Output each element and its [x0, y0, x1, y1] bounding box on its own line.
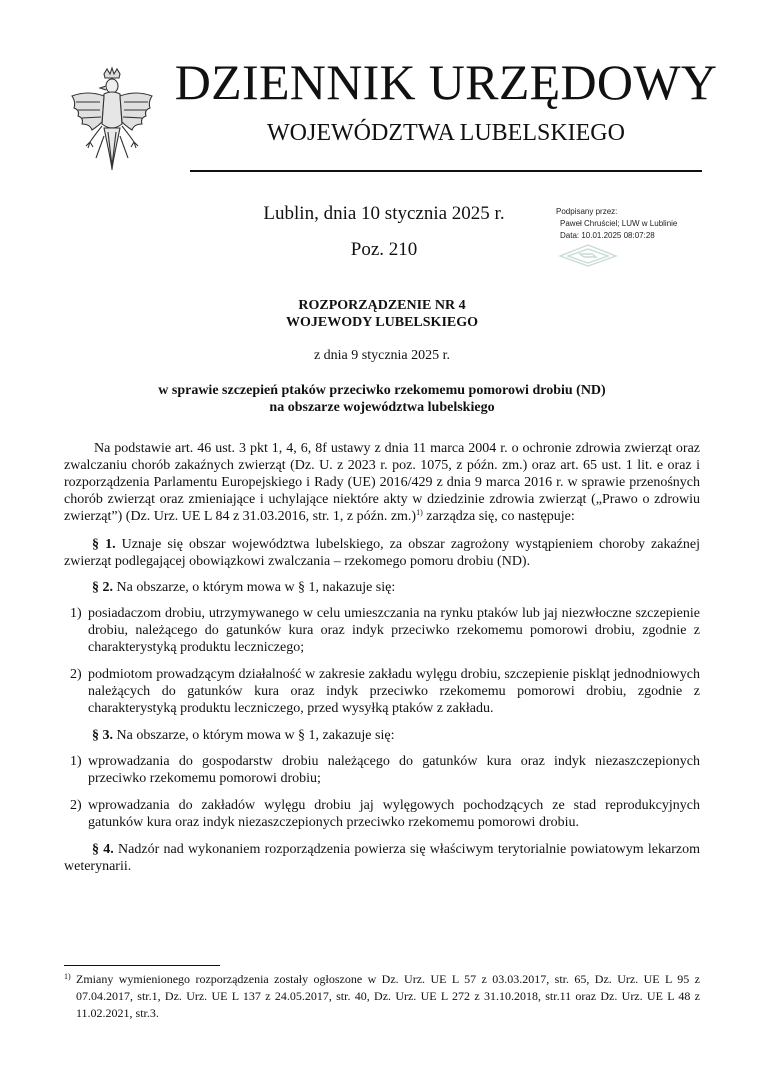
polish-eagle-emblem-icon — [66, 66, 158, 174]
section-4 — [64, 841, 700, 875]
preamble-end: zarządza się, co następuje: — [422, 509, 575, 524]
regulation-subject-line2: na obszarze województwa lubelskiego — [269, 400, 495, 415]
footnote — [64, 971, 700, 1022]
header-divider — [190, 170, 702, 172]
digital-signature-stamp — [556, 206, 716, 272]
section-2-label: § 2. — [92, 580, 113, 595]
regulation-issuer: WOJEWODY LUBELSKIEGO — [285, 315, 479, 330]
list-item-number: 2) — [70, 667, 82, 682]
list-item — [64, 666, 700, 717]
list-item-text: podmiotom prowadzącym działalność w zakresie zakładu wylęgu drobiu, szczepienie piskląt jednodniowych należących do gatunków kura oraz indyk przeciwko rzekomemu pomorowi drobiu, zgodnie z charakterystyką produktu leczniczego, przed wysyłką ptaków z zakładu. — [88, 667, 700, 716]
footnote-divider — [64, 965, 220, 966]
regulation-date: z dnia 9 stycznia 2025 r. — [313, 348, 451, 363]
publication-place-date: Lublin, dnia 10 stycznia 2025 r. — [263, 203, 505, 224]
section-1-text: Uznaje się obszar województwa lubelskiego, za obszar zagrożony wystąpieniem choroby zakaźnej zwierząt podlegającej obowiązkowi zwalczania – rzekomego pomoru drobiu (ND). — [64, 537, 700, 569]
preamble-text: Na podstawie art. 46 ust. 3 pkt 1, 4, 6, 8f ustawy z dnia 11 marca 2004 r. o ochronie zdrowia zwierząt oraz zwalczaniu chorób zakaźnych zwierząt (Dz. U. z 2023 r. poz. 1075, z późn. zm.) oraz art. 65 ust. 1 lit. e oraz i rozporządzenia Parlamentu Europejskiego i Rady (UE) 2016/429 z dnia 9 marca 2016 r. w sprawie przenośnych chorób zwierząt oraz zmieniające i uchylające niektóre akty w dziedzinie zdrowia zwierząt („Prawo o zdrowiu zwierząt”) (Dz. Urz. UE L 84 z 31.03.2016, str. 1, z późn. zm.) — [64, 441, 700, 524]
list-item-number: 1) — [70, 606, 82, 621]
list-item-number: 2) — [70, 798, 82, 813]
journal-title: DZIENNIK URZĘDOWY — [174, 54, 718, 110]
section-2-text: Na obszarze, o którym mowa w § 1, nakazuje się: — [113, 580, 396, 595]
position-number: Poz. 210 — [350, 239, 418, 260]
regulation-subject-line1: w sprawie szczepień ptaków przeciwko rzekomemu pomorowi drobiu (ND) — [158, 383, 606, 398]
list-item — [64, 605, 700, 656]
footnote-ref: 1) — [416, 508, 423, 517]
list-item-number: 1) — [70, 754, 82, 769]
section-4-label: § 4. — [92, 842, 114, 857]
signature-signer: Paweł Chruściel; LUW w Lublinie — [560, 219, 678, 228]
digital-signature-mark-icon — [556, 242, 620, 268]
footnote-text: Zmiany wymienionego rozporządzenia zostały ogłoszone w Dz. Urz. UE L 57 z 03.03.2017, str. 65, Dz. Urz. UE L 95 z 07.04.2017, str.1, Dz. Urz. UE L 137 z 24.05.2017, str. 40, Dz. Urz. UE L 272 z 31.10.2018, str.11 oraz Dz. Urz. UE L 48 z 11.02.2021, str.3. — [76, 972, 700, 1020]
section-1 — [64, 536, 700, 570]
section-3 — [64, 727, 700, 744]
signature-label: Podpisany przez: — [556, 207, 618, 216]
regulation-body — [64, 440, 700, 884]
section-2 — [64, 579, 700, 596]
section-3-text: Na obszarze, o którym mowa w § 1, zakazuje się: — [113, 728, 395, 743]
list-item-text: wprowadzania do gospodarstw drobiu należącego do gatunków kura oraz indyk niezaszczepionych przeciwko rzekomemu pomorowi drobiu; — [88, 754, 700, 786]
section-3-label: § 3. — [92, 728, 113, 743]
list-item-text: wprowadzania do zakładów wylęgu drobiu jaj wylęgowych pochodzących ze stad reprodukcyjnych gatunków kura oraz indyk niezaszczepionych przeciwko rzekomemu pomorowi drobiu. — [88, 798, 700, 830]
preamble — [64, 440, 700, 525]
list-item-text: posiadaczom drobiu, utrzymywanego w celu umieszczania na rynku ptaków lub jaj niezwłoczne szczepienie drobiu, należącego do gatunków kura oraz indyk przeciwko rzekomemu pomorowi drobiu, zgodnie z charakterystyką produktu leczniczego; — [88, 606, 700, 655]
regulation-type: ROZPORZĄDZENIE NR 4 — [298, 298, 466, 313]
journal-subtitle: WOJEWÓDZTWA LUBELSKIEGO — [267, 120, 625, 146]
section-1-label: § 1. — [92, 537, 116, 552]
list-item — [64, 797, 700, 831]
section-4-text: Nadzór nad wykonaniem rozporządzenia powierza się właściwym terytorialnie powiatowym lekarzom weterynarii. — [64, 842, 701, 874]
footnote-mark: 1) — [64, 972, 71, 981]
list-item — [64, 753, 700, 787]
signature-date: Data: 10.01.2025 08:07:28 — [560, 231, 655, 240]
